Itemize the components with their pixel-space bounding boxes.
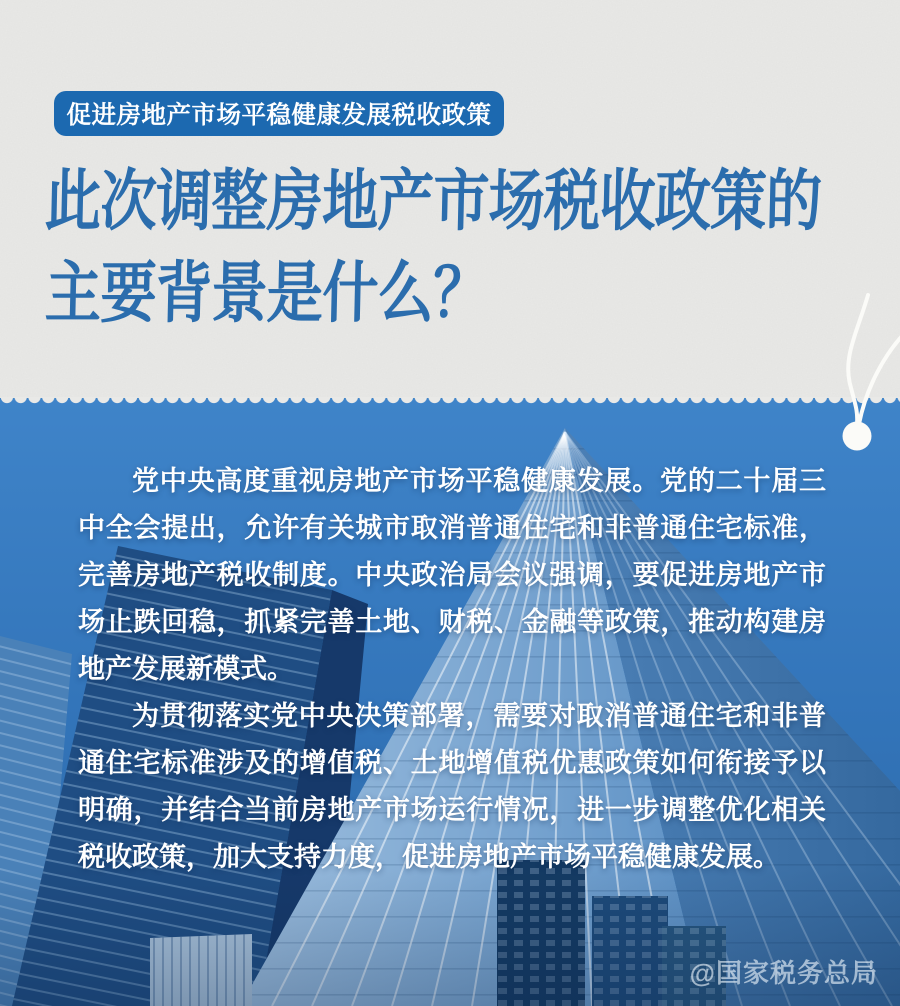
watermark: @国家税务总局 <box>689 958 878 988</box>
header-section <box>0 0 900 398</box>
body-text-block <box>78 458 826 881</box>
page-title <box>45 156 900 340</box>
policy-badge <box>54 91 504 136</box>
content-section <box>0 398 900 1006</box>
title-line-2: 主要背景是什么？ <box>44 256 490 331</box>
policy-badge-label: 促进房地产市场平稳健康发展税收政策 <box>66 102 492 129</box>
stamp-edge-divider <box>0 397 900 407</box>
title-line-1: 此次调整房地产市场税收政策的 <box>44 164 822 239</box>
body-paragraph-1: 党中央高度重视房地产市场平稳健康发展。党的二十届三中全会提出，允许有关城市取消普通住宅和非普通住宅标准，完善房地产税收制度。中央政治局会议强调，要促进房地产市场止跌回稳，抓紧完善土地、财税、金融等政策，推动构建房地产发展新模式。 <box>78 466 826 684</box>
body-paragraph-2: 为贯彻落实党中央决策部署，需要对取消普通住宅和非普通住宅标准涉及的增值税、土地增值税优惠政策如何衔接予以明确，并结合当前房地产市场运行情况，进一步调整优化相关税收政策，加大支持力度，促进房地产市场平稳健康发展。 <box>78 701 826 872</box>
